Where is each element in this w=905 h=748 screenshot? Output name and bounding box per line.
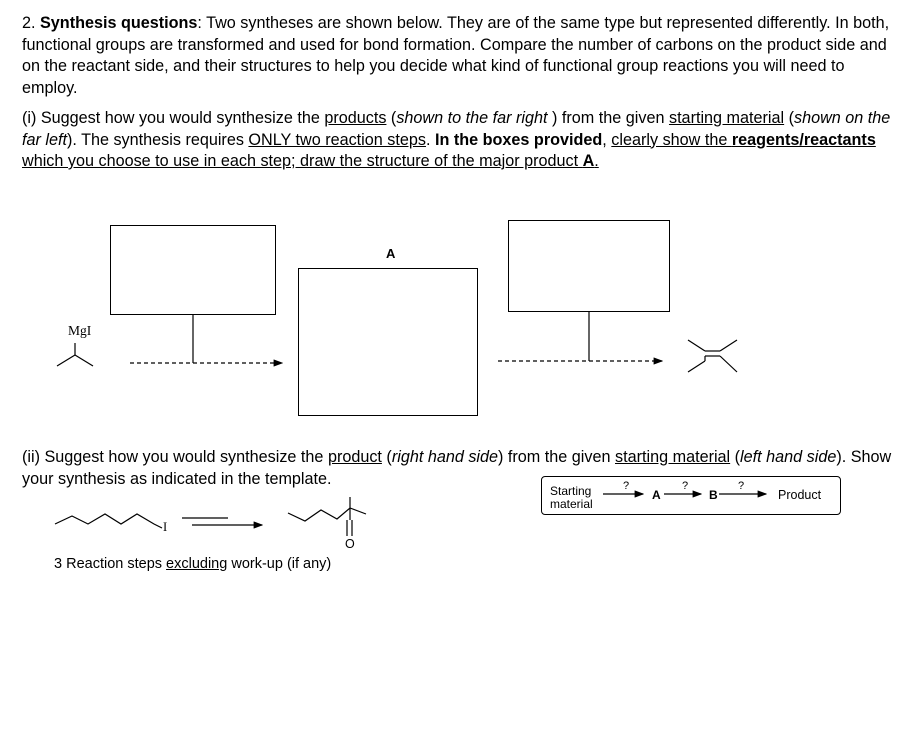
template-B: B [709,488,718,502]
template-starting: Starting [550,484,592,498]
question-intro [22,13,892,99]
reagent-box-step2[interactable] [508,220,670,312]
ketone-structure [288,497,366,536]
part-i-text: (i) Suggest how you would synthesize the products (shown to the far right ) from the given starting material (shown on the far left). The synthesis requires ONLY two reaction steps. In the boxes provided, clearly show the reagents/reactants which you choose to use in each step; draw the structure of the major product A. [22,109,891,170]
question-title: Synthesis questions [40,14,198,32]
iodo-label: I [163,520,168,534]
template-q3: ? [738,480,745,492]
part-ii-text: (ii) Suggest how you would synthesize the product (right hand side) from the given starting material (left hand side). Show your synthesis as indicated in the template. [22,448,892,488]
alkene-product-structure [688,340,737,372]
template-material: material [550,497,593,511]
synthesis-template [541,476,841,515]
oxygen-label: O [345,537,355,551]
grignard-label: MgI [68,323,92,338]
template-A: A [652,488,661,502]
template-q1: ? [623,480,630,492]
isopropyl-structure [57,343,93,366]
reagent-box-step1[interactable] [110,225,276,315]
product-a-box[interactable] [298,268,478,416]
template-q2: ? [682,480,689,492]
question-number: 2. [22,14,40,32]
template-product: Product [778,488,822,502]
question-text: : Two syntheses are shown below. They are of the same type but represented differently. In both, functional groups are transformed and used for bond formation. Compare the number of carbons on the product side and on the reactant side, and their structures to help you decide what kind of functional group reactions you will need to employ. [22,14,890,97]
product-a-label: A [386,246,396,261]
alkyl-iodide-structure [55,514,162,528]
steps-note: 3 Reaction steps excluding work-up (if any) [54,556,332,572]
